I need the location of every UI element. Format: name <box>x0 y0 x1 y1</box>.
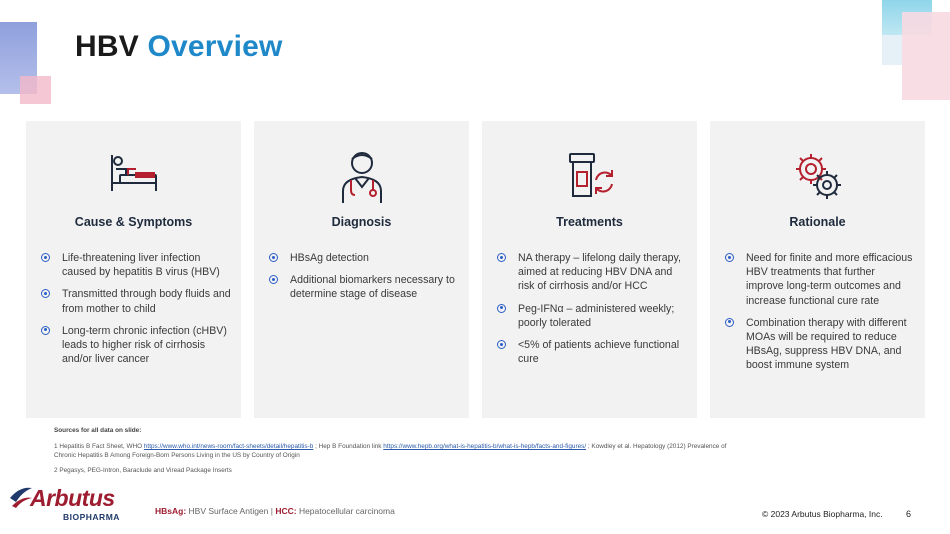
list-item <box>38 324 231 367</box>
abbreviation-footnote <box>155 506 395 516</box>
bullet-text: Transmitted through body fluids and from mother to child <box>62 288 231 315</box>
bullet-text: Need for finite and more efficacious HBV treatments that further improve long-term outcomes and increase functional cure rate <box>746 252 913 307</box>
card-treatments <box>482 121 697 418</box>
bullet-icon <box>725 253 734 262</box>
copyright: © 2023 Arbutus Biopharma, Inc. <box>762 509 883 519</box>
bullet-list <box>266 251 459 310</box>
def-hbsag: HBV Surface Antigen | <box>186 506 273 516</box>
source-2: 2 Pegasys, PEG-Intron, Baraclude and Viread Package Inserts <box>54 467 232 474</box>
list-item <box>722 251 915 308</box>
card-diagnosis <box>254 121 469 418</box>
corner-decoration <box>20 76 51 104</box>
card-title: Treatments <box>556 215 623 229</box>
list-item <box>494 251 687 294</box>
source-text: ; Hep B Foundation link <box>313 443 384 450</box>
arbutus-logo <box>8 482 130 524</box>
bullet-text: HBsAg detection <box>290 252 369 264</box>
abbr-hcc: HCC: <box>272 506 297 516</box>
bullet-text: NA therapy – lifelong daily therapy, aimed at reducing HBV DNA and risk of cirrhosis and/or HCC <box>518 252 681 293</box>
gears-puzzle-icon <box>710 147 925 205</box>
bullet-list <box>38 251 231 374</box>
bullet-icon <box>725 318 734 327</box>
page-title <box>75 30 283 64</box>
list-item <box>494 338 687 366</box>
logo-subtitle: BIOPHARMA <box>63 512 120 522</box>
sources-header: Sources for all data on slide: <box>54 427 142 434</box>
bullet-icon <box>497 340 506 349</box>
source-text: 1 Hepatitis B Fact Sheet, WHO <box>54 443 144 450</box>
list-item <box>722 316 915 373</box>
hospital-bed-icon <box>26 147 241 205</box>
bullet-icon <box>41 326 50 335</box>
sources-block <box>54 426 744 481</box>
source-link-hepb[interactable]: https://www.hepb.org/what-is-hepatitis-b/what-is-hepb/facts-and-figures/ <box>383 443 587 450</box>
bullet-list <box>494 251 687 374</box>
bullet-list <box>722 251 915 381</box>
card-title: Diagnosis <box>331 215 392 229</box>
medicine-bottle-refresh-icon <box>482 147 697 205</box>
logo-wordmark: Arbutus <box>30 485 115 511</box>
card-cause-symptoms <box>26 121 241 418</box>
card-rationale <box>710 121 925 418</box>
bullet-icon <box>269 275 278 284</box>
title-accent: Overview <box>147 30 283 63</box>
page-number: 6 <box>906 509 912 519</box>
list-item <box>38 287 231 315</box>
bullet-text: Life-threatening liver infection caused by hepatitis B virus (HBV) <box>62 252 220 279</box>
bullet-text: Combination therapy with different MOAs will be required to reduce HBsAg, suppress HBV DNA, and boost immune system <box>746 316 907 372</box>
corner-decoration <box>902 12 950 100</box>
bullet-icon <box>41 289 50 298</box>
source-1 <box>54 442 744 460</box>
list-item <box>38 251 231 279</box>
bullet-text: Additional biomarkers necessary to determine stage of disease <box>290 274 455 301</box>
card-title: Rationale <box>789 215 846 229</box>
list-item <box>266 273 459 301</box>
bullet-icon <box>41 253 50 262</box>
bullet-text: Peg-IFNα – administered weekly; poorly tolerated <box>518 302 675 329</box>
list-item <box>266 251 459 265</box>
bullet-icon <box>497 304 506 313</box>
source-link-who[interactable]: https://www.who.int/news-room/fact-sheets/detail/hepatitis-b <box>143 443 314 450</box>
title-prefix: HBV <box>75 30 139 63</box>
card-title: Cause & Symptoms <box>74 215 193 229</box>
corner-decoration <box>882 35 902 65</box>
source-text: ; Kowdley et al. Hepatology (2012) Prevalence of Chronic Hepatitis B Among Foreign-Born Persons Living in the US by Country of Origin <box>54 443 727 459</box>
list-item <box>494 302 687 330</box>
bullet-text: <5% of patients achieve functional cure <box>518 339 680 366</box>
abbr-hbsag: HBsAg: <box>155 506 187 516</box>
doctor-icon <box>254 147 469 205</box>
bullet-icon <box>497 253 506 262</box>
bullet-text: Long-term chronic infection (cHBV) leads to higher risk of cirrhosis and/or liver cancer <box>62 324 227 366</box>
def-hcc: Hepatocellular carcinoma <box>296 506 395 516</box>
bullet-icon <box>269 253 278 262</box>
